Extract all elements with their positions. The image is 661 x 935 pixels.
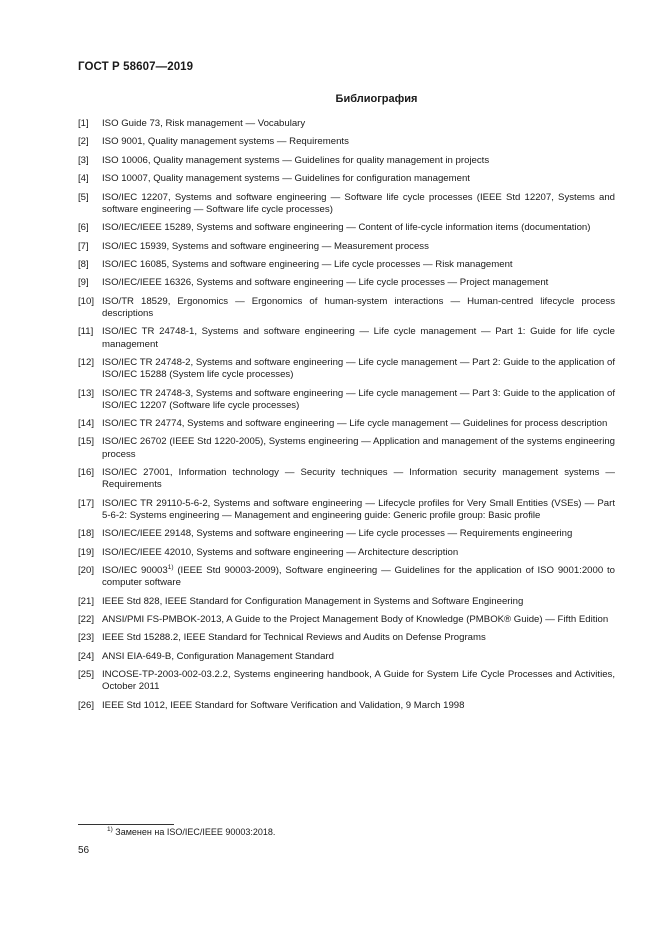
bibliography-entry-number: [7]: [78, 240, 89, 252]
bibliography-entry-text: ISO/TR 18529, Ergonomics — Ergonomics of human-system interactions — Human-centred lifecycle process descriptions: [102, 295, 615, 319]
bibliography-entry-text: ISO 9001, Quality management systems — Requirements: [102, 136, 349, 148]
bibliography-entry-number: [22]: [78, 614, 95, 626]
bibliography-entry-text: IEEE Std 1012, IEEE Standard for Software Verification and Validation, 9 March 1998: [102, 699, 465, 711]
bibliography-entry-text: ISO 10007, Quality management systems — Guidelines for configuration management: [102, 173, 470, 185]
bibliography-entry-text: IEEE Std 828, IEEE Standard for Configuration Management in Systems and Software Engineering: [102, 595, 524, 607]
bibliography-entry-text: ISO/IEC TR 29110-5-6-2, Systems and software engineering — Lifecycle profiles for Very Small Entities (VSEs) — Part 5-6-2: Systems engineering — Management and engineering guide: Generic profile group: Basic profile: [102, 497, 615, 521]
bibliography-entry: [78, 614, 615, 626]
bibliography-entry-text: ISO/IEC/IEEE 15289, Systems and software engineering — Content of life-cycle information items (documentation): [102, 222, 591, 234]
footnote-divider: [78, 824, 174, 825]
bibliography-entry-text: ISO/IEC 26702 (IEEE Std 1220-2005), Systems engineering — Application and management of the systems engineering process: [102, 436, 615, 460]
bibliography-entry: [78, 418, 615, 430]
bibliography-entry: [78, 632, 615, 644]
page-number: 56: [78, 845, 90, 856]
document-header: ГОСТ Р 58607—2019: [78, 61, 194, 73]
bibliography-entry-number: [26]: [78, 699, 95, 711]
bibliography-entry-text-part: (IEEE Std 90003-2009), Software engineering — Guidelines for the application of ISO 9001:2000 to computer software: [102, 565, 616, 589]
bibliography-entry-text: ISO/IEC TR 24748-3, Systems and software engineering — Life cycle management — Part 3: Guide to the application of ISO/IEC 12207 (Software life cycle processes): [102, 387, 615, 411]
bibliography-entry: [78, 296, 615, 320]
bibliography-entry: [78, 547, 615, 559]
bibliography-entry-number: [5]: [78, 191, 89, 203]
bibliography-entry-text: ISO/IEC 16085, Systems and software engineering — Life cycle processes — Risk management: [102, 258, 513, 270]
bibliography-entry: [78, 136, 615, 148]
bibliography-entry-number: [17]: [78, 497, 95, 509]
bibliography-entry-number: [6]: [78, 222, 89, 234]
bibliography-entry-number: [13]: [78, 387, 95, 399]
bibliography-entry-text: ISO/IEC TR 24748-1, Systems and software engineering — Life cycle management — Part 1: Guide for life cycle management: [102, 326, 615, 350]
bibliography-entry: [78, 118, 615, 130]
bibliography-entry-text: ISO 10006, Quality management systems — Guidelines for quality management in projects: [102, 154, 490, 166]
bibliography-entry-text: IEEE Std 15288.2, IEEE Standard for Technical Reviews and Audits on Defense Programs: [102, 632, 486, 644]
bibliography-entry-text: ISO/IEC/IEEE 16326, Systems and software engineering — Life cycle processes — Project management: [102, 277, 549, 289]
bibliography-entry-number: [14]: [78, 418, 95, 430]
bibliography-entry-text: ISO Guide 73, Risk management — Vocabulary: [102, 118, 306, 129]
bibliography-entry-number: [12]: [78, 356, 95, 368]
bibliography-entry: [78, 700, 615, 712]
bibliography-entry-text: ISO/IEC TR 24748-2, Systems and software engineering — Life cycle management — Part 2: Guide to the application of ISO/IEC 15288 (System life cycle processes): [102, 356, 615, 381]
bibliography-entry-number: [23]: [78, 632, 95, 644]
bibliography-entry: [78, 651, 615, 663]
footnote: [107, 827, 275, 837]
bibliography-entry-number: [21]: [78, 595, 95, 607]
bibliography-entry-text-part: ISO/IEC 90003: [102, 565, 168, 577]
bibliography-entry-text: ISO/IEC/IEEE 42010, Systems and software engineering — Architecture description: [102, 546, 459, 558]
bibliography-entry: [78, 357, 615, 381]
bibliography-entry: [78, 277, 615, 289]
bibliography-entry-number: [9]: [78, 277, 89, 289]
bibliography-entry: [78, 565, 615, 589]
bibliography-entry: [78, 259, 615, 271]
bibliography-entry: [78, 467, 615, 491]
bibliography-entry: [78, 669, 615, 693]
bibliography-entry-number: [4]: [78, 173, 89, 185]
bibliography-entry: [78, 388, 615, 412]
bibliography-entry-number: [16]: [78, 467, 95, 479]
bibliography-entry-number: [15]: [78, 436, 95, 448]
bibliography-entry-number: [18]: [78, 528, 95, 540]
bibliography-entry-text: INCOSE-TP-2003-002-03.2.2, Systems engineering handbook, A Guide for System Life Cycle Processes and Activities, October 2011: [102, 669, 615, 693]
bibliography-entry-number: [20]: [78, 565, 95, 577]
bibliography-entry: [78, 241, 615, 253]
bibliography-entry-text: ISO/IEC TR 24774, Systems and software engineering — Life cycle management — Guidelines for process description: [102, 418, 608, 430]
footnote-marker: 1): [107, 826, 113, 833]
bibliography-entry-text: ISO/IEC 27001, Information technology — Security techniques — Information security management systems — Requirements: [102, 467, 615, 491]
bibliography-entry-number: [10]: [78, 295, 95, 307]
bibliography-entry: [78, 155, 615, 167]
bibliography-entry-text: [102, 565, 615, 589]
bibliography-entry-text: ANSI EIA-649-B, Configuration Management Standard: [102, 650, 334, 662]
bibliography-entry-text: ISO/IEC 15939, Systems and software engineering — Measurement process: [102, 240, 429, 252]
bibliography-entry-number: [11]: [78, 326, 94, 338]
bibliography-entry-number: [3]: [78, 154, 89, 166]
bibliography-list: [78, 118, 615, 718]
bibliography-entry-number: [8]: [78, 258, 89, 270]
bibliography-entry: [78, 326, 615, 350]
bibliography-entry: [78, 222, 615, 234]
bibliography-entry: [78, 173, 615, 185]
bibliography-entry: [78, 436, 615, 460]
bibliography-entry: [78, 192, 615, 216]
bibliography-entry-text: ANSI/PMI FS-PMBOK-2013, A Guide to the Project Management Body of Knowledge (PMBOK® Guide) — Fifth Edition: [102, 614, 609, 626]
bibliography-entry-number: [25]: [78, 669, 95, 681]
footnote-text: Заменен на ISO/IEC/IEEE 90003:2018.: [112, 827, 276, 837]
bibliography-entry: [78, 528, 615, 540]
bibliography-entry-number: [24]: [78, 650, 95, 662]
bibliography-entry-number: [19]: [78, 546, 95, 558]
footnote-reference-marker: 1): [167, 563, 174, 571]
bibliography-entry-text: ISO/IEC/IEEE 29148, Systems and software engineering — Life cycle processes — Requirements engineering: [102, 528, 573, 540]
bibliography-entry-text: ISO/IEC 12207, Systems and software engineering — Software life cycle processes (IEEE Std 12207, Systems and software engineering — Software life cycle processes): [102, 191, 615, 215]
bibliography-entry-number: [2]: [78, 136, 89, 148]
bibliography-entry: [78, 596, 615, 608]
section-title: Библиография: [335, 93, 418, 105]
bibliography-entry: [78, 498, 615, 522]
bibliography-entry-number: [1]: [78, 118, 89, 129]
